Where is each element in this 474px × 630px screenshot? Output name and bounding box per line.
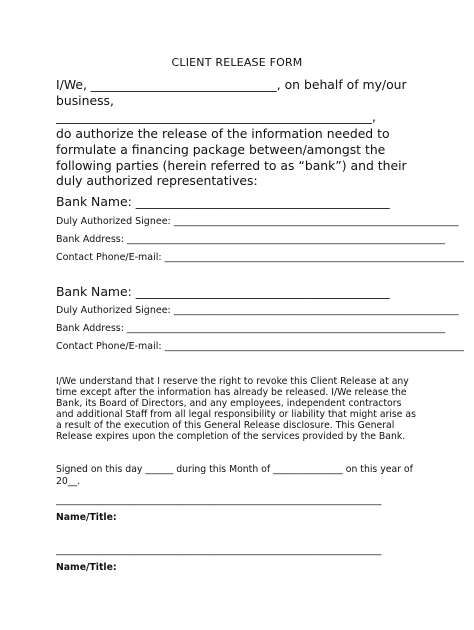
bank-2-contact-field: Contact Phone/E-mail: _______________________________________________________________	[56, 341, 464, 352]
bank-2-name-field: Bank Name: _________________________________________	[56, 284, 390, 299]
intro-line-name: I/We, ______________________________, on behalf of my/our	[56, 77, 407, 92]
intro-line-business: business,	[56, 93, 114, 108]
authorization-paragraph: do authorize the release of the information needed to formulate a financing package between/amongst the following parties (herein referred to as “bank”) and their duly authorized representatives:	[56, 126, 407, 189]
bank-1-signee-field: Duly Authorized Signee: ____________________________________________________________	[56, 216, 459, 227]
signature-2-line: ______________________________________________________________________	[56, 545, 382, 556]
bank-2-signee-field: Duly Authorized Signee: ____________________________________________________________	[56, 305, 459, 316]
signature-1-label: Name/Title:	[56, 512, 117, 523]
signature-1-line: ______________________________________________________________________	[56, 495, 382, 506]
signed-date-line: Signed on this day ______ during this Month of _______________ on this year of	[56, 464, 413, 475]
bank-2-address-field: Bank Address: ___________________________________________________________________	[56, 323, 446, 334]
signed-year-line: 20__.	[56, 476, 81, 487]
bank-1-address-field: Bank Address: ___________________________________________________________________	[56, 234, 446, 245]
bank-1-contact-field: Contact Phone/E-mail: _______________________________________________________________	[56, 252, 464, 263]
bank-1-name-field: Bank Name: _________________________________________	[56, 194, 390, 209]
signature-2-label: Name/Title:	[56, 562, 117, 573]
intro-line-blank: ___________________________________________________,	[56, 109, 376, 124]
form-title: CLIENT RELEASE FORM	[171, 56, 303, 69]
release-terms-paragraph: I/We understand that I reserve the right to revoke this Client Release at any time except after the information has already be released. I/We release the Bank, its Board of Directors, and any employees, independent contractors and additional Staff from all legal responsibility or liability that might arise as a result of the execution of this General Release disclosure. This General Release expires upon the completion of the services provided by the Bank.	[56, 376, 416, 442]
